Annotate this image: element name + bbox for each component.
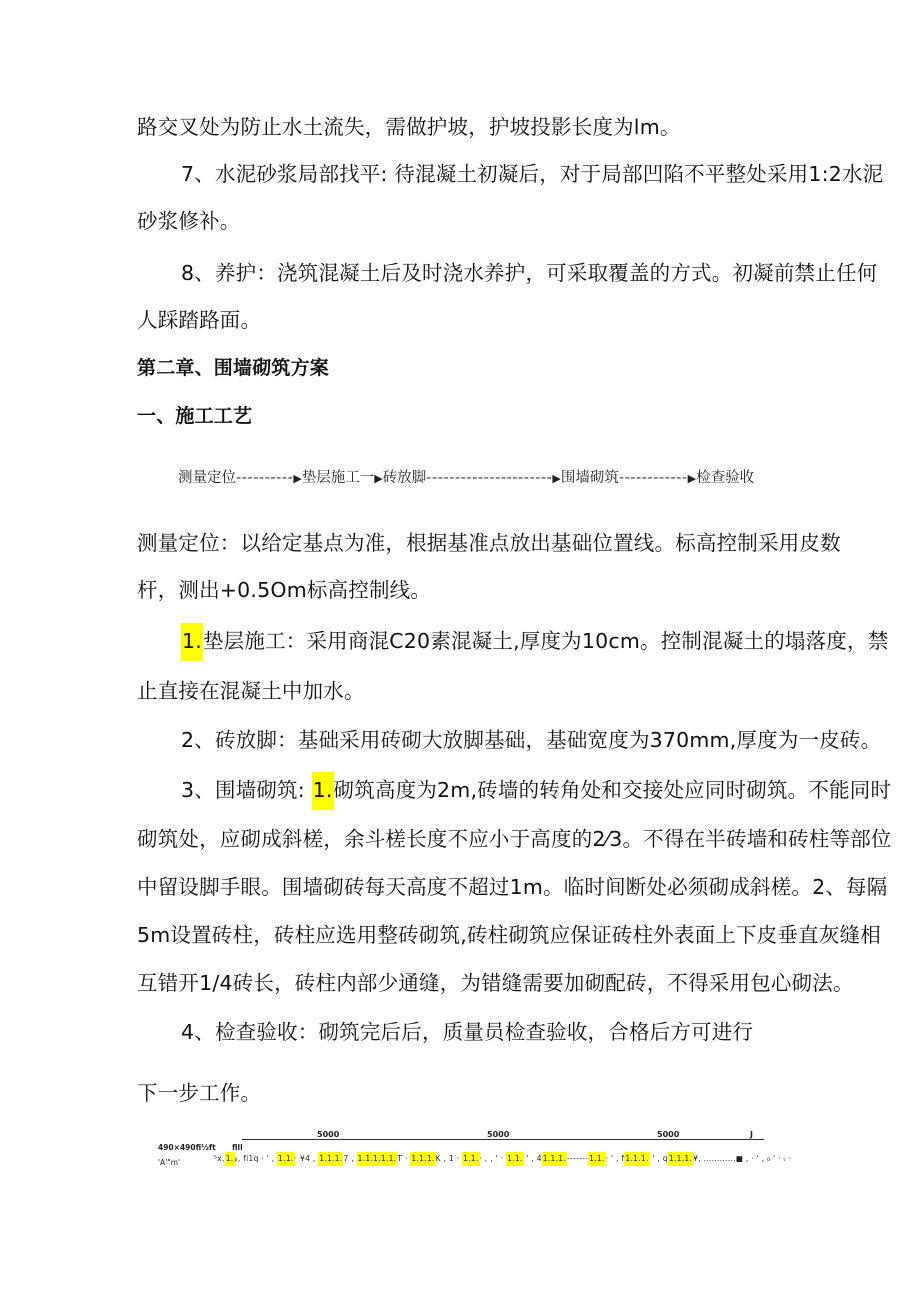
- flow-arrow-icon: ▶: [552, 472, 561, 485]
- mark-text: T ·: [397, 1154, 408, 1163]
- mark-text: ⁵x,: [214, 1154, 225, 1163]
- inspection-paragraph-line-2: 下一步工作。: [137, 1081, 262, 1105]
- mark-text: -------: [567, 1154, 589, 1163]
- flow-step-inspection: 检查验收: [696, 470, 755, 486]
- dimension-label: 5000: [657, 1130, 680, 1139]
- footing-paragraph: 2、砖放脚：基础采用砖砌大放脚基础，基础宽度为370mm,厚度为一皮砖。: [181, 728, 882, 752]
- mark-text: 7 ,: [343, 1154, 354, 1163]
- flow-step-cushion: 垫层施工一: [301, 470, 375, 486]
- paragraph-8-line-1: 8、养护：浇筑混凝土后及时浇水养护，可采取覆盖的方式。初凝前禁止任何: [181, 261, 878, 285]
- wall-paragraph-line-3: 中留设脚手眼。围墙砌砖每天高度不超过1m。临时间断处必须砌成斜槎。2、每隔: [137, 875, 888, 899]
- process-flow: [178, 466, 754, 487]
- pillar-mark: 1.1.: [277, 1152, 295, 1166]
- dimension-label: 5000: [487, 1130, 510, 1139]
- flow-connector: ----------------------: [426, 470, 553, 486]
- dimension-end-label: J: [750, 1130, 753, 1139]
- flow-step-footing: 砖放脚: [382, 470, 427, 486]
- wall-paragraph-line-4: 5m设置砖柱，砖柱应选用整砖砌筑,砖柱砌筑应保证砖柱外表面上下皮垂直灰缝相: [137, 923, 881, 947]
- mark-text: q: [662, 1154, 668, 1163]
- paragraph-1: 路交叉处为防止水土流失，需做护坡，护坡投影长度为lm。: [137, 115, 681, 139]
- pillar-mark: 1.1.1.1.1.: [357, 1152, 398, 1166]
- mark-text: f: [621, 1154, 625, 1163]
- wall-label: 3、围墙砌筑:: [181, 778, 305, 802]
- chapter-heading: 第二章、围墙砌筑方案: [137, 357, 330, 379]
- section-heading: 一、施工工艺: [137, 405, 253, 427]
- pillar-mark: 1.1.: [588, 1152, 606, 1166]
- pillar-mark: 1.1.1.: [542, 1152, 567, 1166]
- wall-paragraph-line-2: 砌筑处，应砌成斜槎，余斗槎长度不应小于高度的2⁄3。不得在半砖墙和砖柱等部位: [137, 827, 892, 851]
- pillar-mark: 1.: [225, 1152, 235, 1166]
- cushion-paragraph-line-1: [181, 624, 888, 654]
- cushion-text: 垫层施工：采用商混C20素混凝土,厚度为10cm。控制混凝土的塌落度，禁: [202, 629, 889, 653]
- survey-paragraph-line-1: 测量定位：以给定基点为准，根据基准点放出基础位置线。标高控制采用皮数: [137, 531, 841, 555]
- pillar-size-label: 490×490fi½ft: [158, 1143, 216, 1152]
- pillar-marks-row: [214, 1154, 791, 1163]
- cushion-paragraph-line-2: 止直接在混凝土中加水。: [137, 679, 365, 703]
- flow-connector: ----------: [236, 470, 294, 486]
- dimension-label: 5000: [317, 1130, 340, 1139]
- list-number-highlight: 1.: [181, 623, 203, 661]
- wall-paragraph-line-1: [181, 773, 891, 803]
- wall-text: 砌筑高度为2m,砖墙的转角处和交接处应同时砌筑。不能同时: [333, 778, 892, 802]
- mark-text: ¥, ............■ , · ' , ₀ ' · ₜ ·: [693, 1154, 792, 1163]
- mark-text: ' ,: [523, 1154, 535, 1163]
- mark-text: · ¥4 ,: [294, 1154, 316, 1163]
- mark-text: 4: [536, 1154, 542, 1163]
- paragraph-7-line-1: 7、水泥砂浆局部找平: 待混凝土初凝后，对于局部凹陷不平整处采用1:2水泥: [181, 162, 884, 186]
- list-number-highlight: 1.: [312, 772, 334, 810]
- flow-arrow-icon: ▶: [687, 472, 697, 485]
- flow-connector: ------------: [618, 470, 688, 486]
- inspection-paragraph-line-1: 4、检查验收：砌筑完后后，质量员检查验收，合格后方可进行: [181, 1020, 754, 1044]
- wall-paragraph-line-5: 互错开1/4砖长，砖柱内部少通缝，为错缝需要加砌配砖，不得采用包心砌法。: [137, 971, 854, 995]
- flow-step-survey: 测量定位: [178, 470, 236, 486]
- mark-text: K , 1 ·: [435, 1154, 460, 1163]
- mark-text: ' ,: [649, 1154, 661, 1163]
- fill-label: fill: [232, 1143, 243, 1152]
- legend-label: 'A'"m': [158, 1158, 181, 1167]
- wall-elevation-figure: [150, 1130, 790, 1170]
- flow-arrow-icon: ▶: [374, 472, 383, 485]
- flow-step-wall: 围墙砌筑: [560, 470, 619, 486]
- pillar-mark: 1.1.1.: [624, 1152, 649, 1166]
- mark-text: ᵦ, fi1q · ' ,: [234, 1154, 275, 1163]
- mark-text: · , , ' ·: [479, 1154, 504, 1163]
- dimension-line: [242, 1139, 764, 1140]
- pillar-mark: 1.1.1.: [410, 1152, 435, 1166]
- flow-arrow-icon: ▶: [293, 472, 302, 485]
- paragraph-8-line-2: 人踩踏路面。: [137, 308, 262, 332]
- pillar-mark: 1.1.: [462, 1152, 480, 1166]
- pillar-mark: 1.1.1.: [318, 1152, 343, 1166]
- pillar-mark: 1.1.: [506, 1152, 524, 1166]
- mark-text: · ' ,: [605, 1154, 619, 1163]
- paragraph-7-line-2: 砂浆修补。: [137, 209, 241, 233]
- pillar-mark: 1.1.1.: [668, 1152, 693, 1166]
- survey-paragraph-line-2: 杆，测出+0.5Om标高控制线。: [137, 578, 432, 602]
